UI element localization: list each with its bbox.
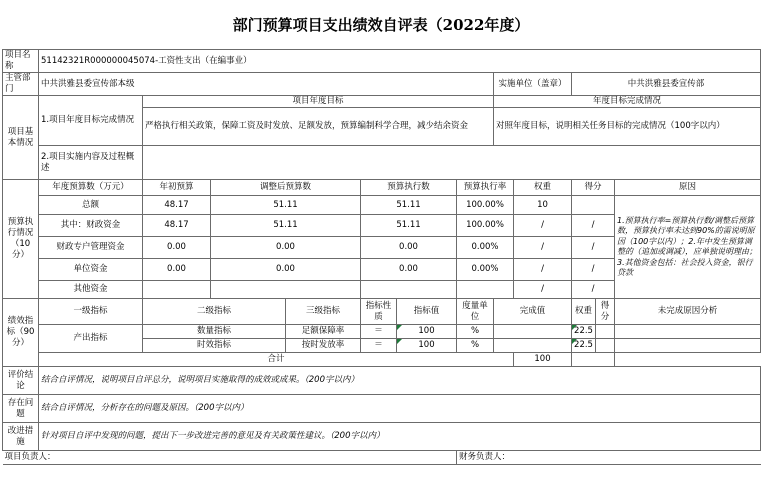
- budget-row-score[interactable]: /: [572, 281, 615, 299]
- impl-unit-value[interactable]: 中共洪雅县委宣传部: [572, 73, 761, 96]
- budget-row-score[interactable]: [572, 196, 615, 215]
- improvement-label: 改进措施: [3, 423, 39, 451]
- budget-row-label: 总额: [39, 196, 143, 215]
- budget-exec-label: 预算执行情况（10分）: [3, 180, 39, 299]
- budget-row-label: 其中：财政资金: [39, 215, 143, 237]
- budget-row-adjusted[interactable]: 0.00: [211, 237, 361, 259]
- budget-header-weight: 权重: [514, 180, 572, 196]
- evaluation-table: [2, 49, 761, 465]
- budget-row-label: 财政专户管理资金: [39, 237, 143, 259]
- perf-score[interactable]: [596, 339, 615, 353]
- perf-header-level1: 一级指标: [39, 299, 143, 325]
- perf-weight[interactable]: 22.5: [572, 325, 596, 339]
- dept-value[interactable]: 中共洪雅县委宣传部本级: [39, 73, 494, 96]
- impl-content-value[interactable]: [143, 146, 761, 180]
- perf-value[interactable]: 100: [397, 339, 457, 353]
- budget-row-adjusted[interactable]: [211, 281, 361, 299]
- budget-row-initial[interactable]: 48.17: [143, 196, 211, 215]
- perf-level2: 时效指标: [143, 339, 286, 353]
- goal-completion-text[interactable]: 对照年度目标，说明相关任务目标的完成情况（100字以内）: [494, 108, 761, 146]
- perf-total-label: 合计: [39, 353, 514, 367]
- perf-nature[interactable]: ＝: [361, 325, 397, 339]
- perf-total-blank: [572, 353, 615, 367]
- budget-row-rate[interactable]: 100.00%: [457, 215, 514, 237]
- goal-completion-header: 年度目标完成情况: [494, 96, 761, 108]
- budget-row-weight[interactable]: 10: [514, 196, 572, 215]
- annual-goal-status-label: 1.项目年度目标完成情况: [39, 96, 143, 146]
- perf-unit[interactable]: %: [457, 325, 494, 339]
- budget-header-rate: 预算执行率: [457, 180, 514, 196]
- budget-row-rate[interactable]: 0.00%: [457, 237, 514, 259]
- budget-header-initial: 年初预算: [143, 180, 211, 196]
- perf-done[interactable]: [494, 339, 572, 353]
- budget-row-label: 单位资金: [39, 259, 143, 281]
- budget-row-executed[interactable]: 0.00: [361, 237, 457, 259]
- perf-nature[interactable]: ＝: [361, 339, 397, 353]
- budget-row-initial[interactable]: 0.00: [143, 237, 211, 259]
- impl-unit-label: 实施单位（盖章）: [494, 73, 572, 96]
- budget-row-adjusted[interactable]: 0.00: [211, 259, 361, 281]
- perf-header-nature: 指标性质: [361, 299, 397, 325]
- budget-row-label: 其他资金: [39, 281, 143, 299]
- page-title: 部门预算项目支出绩效自评表（2022年度）: [232, 16, 530, 34]
- perf-header-weight: 权重: [572, 299, 596, 325]
- perf-indicators-label: 绩效指标（90分）: [3, 299, 39, 367]
- budget-row-weight[interactable]: /: [514, 215, 572, 237]
- budget-header-annual: 年度预算数（万元）: [39, 180, 143, 196]
- perf-reason[interactable]: [615, 325, 761, 339]
- budget-header-score: 得分: [572, 180, 615, 196]
- budget-row-score[interactable]: /: [572, 259, 615, 281]
- eval-conclusion-label: 评价结论: [3, 367, 39, 395]
- perf-total-weight: 100: [514, 353, 572, 367]
- budget-header-executed: 预算执行数: [361, 180, 457, 196]
- budget-row-weight[interactable]: /: [514, 259, 572, 281]
- budget-row-score[interactable]: /: [572, 215, 615, 237]
- perf-unit[interactable]: %: [457, 339, 494, 353]
- budget-row-executed[interactable]: [361, 281, 457, 299]
- project-name-label: 项目名称: [3, 50, 39, 73]
- perf-header-value: 指标值: [397, 299, 457, 325]
- budget-row-rate[interactable]: 100.00%: [457, 196, 514, 215]
- budget-row-initial[interactable]: 0.00: [143, 259, 211, 281]
- perf-done[interactable]: [494, 325, 572, 339]
- budget-header-adjusted: 调整后预算数: [211, 180, 361, 196]
- project-leader-label: 项目负责人：: [3, 451, 457, 465]
- budget-row-weight[interactable]: /: [514, 281, 572, 299]
- budget-row-initial[interactable]: [143, 281, 211, 299]
- goal-text[interactable]: 严格执行相关政策，保障工资及时发放、足额发放，预算编制科学合理，减少结余资金: [143, 108, 494, 146]
- eval-conclusion-text[interactable]: 结合自评情况，说明项目自评总分，说明项目实施取得的成效或成果。（200字以内）: [39, 367, 761, 395]
- problems-label: 存在问题: [3, 395, 39, 423]
- perf-level2: 数量指标: [143, 325, 286, 339]
- perf-header-done: 完成值: [494, 299, 572, 325]
- budget-row-adjusted[interactable]: 51.11: [211, 215, 361, 237]
- dept-label: 主管部门: [3, 73, 39, 96]
- project-name-value[interactable]: 51142321R000000045074-工资性支出（在编事业）: [39, 50, 761, 73]
- perf-weight[interactable]: 22.5: [572, 339, 596, 353]
- budget-header-reason: 原因: [615, 180, 761, 196]
- basic-info-label: 项目基本情况: [3, 96, 39, 180]
- perf-value[interactable]: 100: [397, 325, 457, 339]
- perf-header-level3: 三级指标: [286, 299, 361, 325]
- perf-header-score: 得分: [596, 299, 615, 325]
- perf-score[interactable]: [596, 325, 615, 339]
- perf-reason[interactable]: [615, 339, 761, 353]
- impl-content-label: 2.项目实施内容及过程概述: [39, 146, 143, 180]
- budget-row-rate[interactable]: [457, 281, 514, 299]
- budget-row-executed[interactable]: 51.11: [361, 196, 457, 215]
- budget-row-rate[interactable]: 0.00%: [457, 259, 514, 281]
- finance-leader-label: 财务负责人：: [457, 451, 761, 465]
- budget-reason-text[interactable]: 1.预算执行率=预算执行数/调整后预算数，预算执行率未达到90%的需说明原因（100字以内）；2.年中发生预算调整的（追加或调减），应单独说明理由；3.其他资金包括：社会投入资金，银行贷款: [615, 196, 761, 299]
- perf-level1-value: 产出指标: [39, 325, 143, 353]
- budget-row-score[interactable]: /: [572, 237, 615, 259]
- improvement-text[interactable]: 针对项目自评中发现的问题，提出下一步改进完善的意见及有关政策性建议。（200字以内）: [39, 423, 761, 451]
- budget-row-adjusted[interactable]: 51.11: [211, 196, 361, 215]
- perf-header-level2: 二级指标: [143, 299, 286, 325]
- perf-header-unit: 度量单位: [457, 299, 494, 325]
- budget-row-initial[interactable]: 48.17: [143, 215, 211, 237]
- budget-row-weight[interactable]: /: [514, 237, 572, 259]
- budget-row-executed[interactable]: 51.11: [361, 215, 457, 237]
- perf-level3: 足额保障率: [286, 325, 361, 339]
- perf-level3: 按时发放率: [286, 339, 361, 353]
- project-goal-header: 项目年度目标: [143, 96, 494, 108]
- problems-text[interactable]: 结合自评情况，分析存在的问题及原因。（200字以内）: [39, 395, 761, 423]
- budget-row-executed[interactable]: 0.00: [361, 259, 457, 281]
- perf-header-reason: 未完成原因分析: [615, 299, 761, 325]
